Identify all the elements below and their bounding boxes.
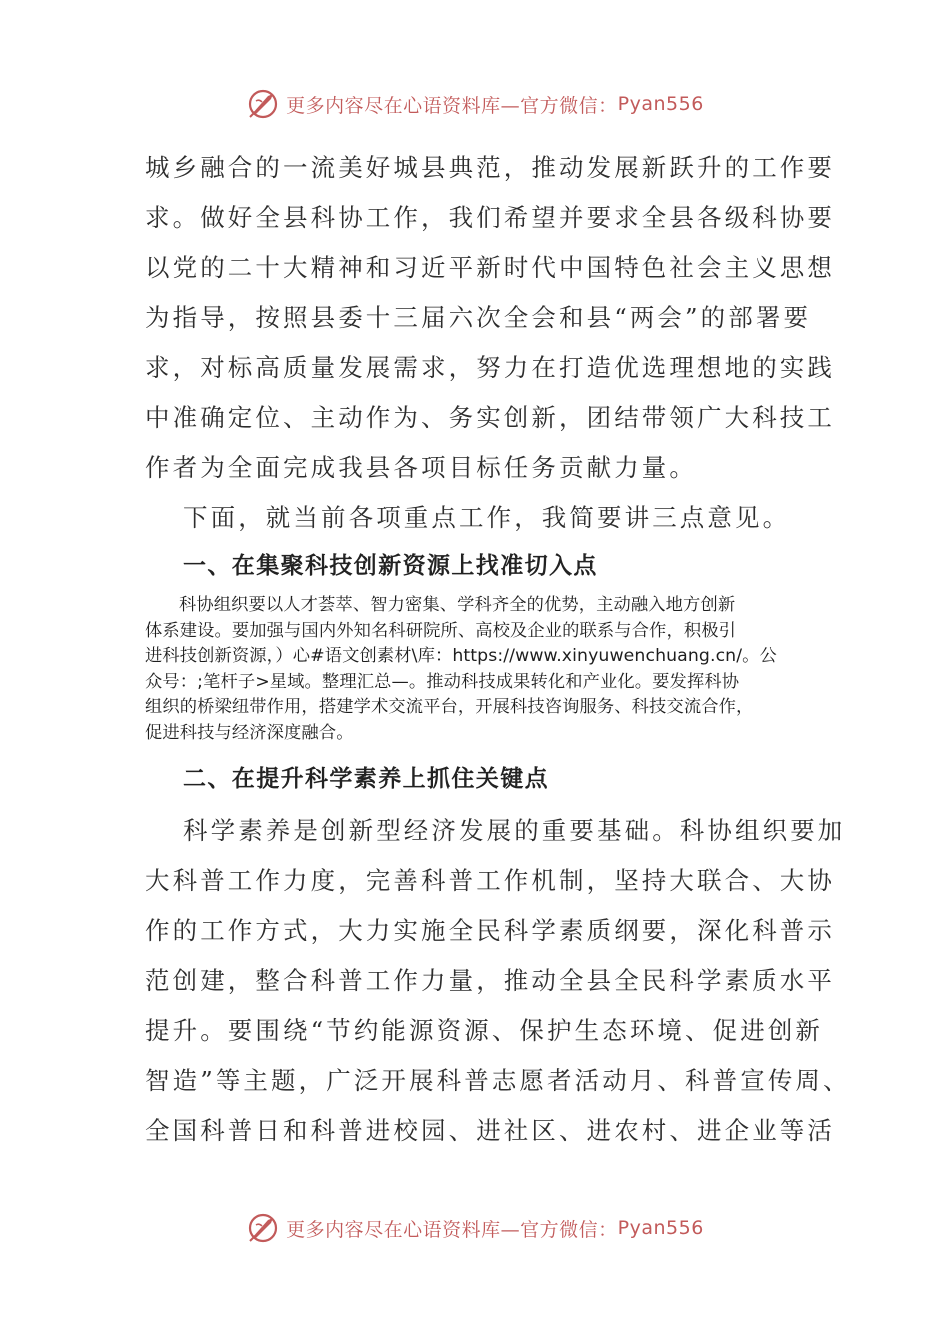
- small-text-line: 体系建设。要加强与国内外知名科研院所、高校及企业的联系与合作，积极引: [145, 620, 736, 641]
- paragraph-line: 作的工作方式，大力实施全民科学素质纲要，深化科普示: [145, 916, 835, 945]
- small-text-line: 促进科技与经济深度融合。: [145, 722, 354, 743]
- banner-text: 更多内容尽在心语资料库—官方微信：: [286, 1218, 618, 1241]
- paragraph-line: 大科普工作力度，完善科普工作机制，坚持大联合、大协: [145, 866, 835, 895]
- small-text-line: 众号：;笔杆子>星域。整理汇总—。推动科技成果转化和产业化。要发挥科协: [145, 671, 740, 692]
- small-text-block: [145, 593, 825, 746]
- paragraph-line: 科学素养是创新型经济发展的重要基础。科协组织要加: [183, 816, 846, 845]
- document-body: [145, 143, 851, 1156]
- paragraph-line: 提升。要围绕“节约能源资源、保护生态环境、促进创新: [145, 1016, 824, 1045]
- paragraph-line: 智造”等主题，广泛开展科普志愿者活动月、科普宣传周、: [145, 1066, 851, 1095]
- small-text-line: 组织的桥梁纽带作用，搭建学术交流平台，开展科技咨询服务、科技交流合作，: [145, 697, 754, 717]
- paragraph-line: 范创建，整合科普工作力量，推动全县全民科学素质水平: [145, 966, 835, 995]
- paragraph-3: [145, 806, 851, 1156]
- section-heading-2: 二、在提升科学素养上抓住关键点: [183, 766, 549, 792]
- paragraph-line: 以党的二十大精神和习近平新时代中国特色社会主义思想: [145, 253, 835, 282]
- paragraph-line: 求，对标高质量发展需求，努力在打造优选理想地的实践: [145, 353, 835, 382]
- paragraph-line: 中准确定位、主动作为、务实创新，团结带领广大科技工: [145, 403, 835, 432]
- paragraph-line: 作者为全面完成我县各项目标任务贡献力量。: [145, 453, 697, 482]
- quill-pen-logo-icon: [246, 87, 280, 121]
- paragraph-line: 全国科普日和科普进校园、进社区、进农村、进企业等活: [145, 1116, 835, 1145]
- paragraph-line: 求。做好全县科协工作，我们希望并要求全县各级科协要: [145, 203, 835, 232]
- section-heading-1: 一、在集聚科技创新资源上找准切入点: [183, 553, 598, 579]
- banner-text: 更多内容尽在心语资料库—官方微信：: [286, 94, 618, 117]
- small-text-line: 进科技创新资源，）心#语文创素材\库：https://www.xinyuwenchuang.cn/。公: [145, 646, 777, 666]
- banner-wechat-id: Pyan556: [617, 1217, 704, 1239]
- paragraph-line: 城乡融合的一流美好城县典范，推动发展新跃升的工作要: [145, 153, 835, 182]
- header-banner: [0, 84, 950, 124]
- banner-wechat-id: Pyan556: [617, 93, 704, 115]
- paragraph-line: 为指导，按照县委十三届六次全会和县“两会”的部署要: [145, 303, 812, 332]
- footer-banner: [0, 1208, 950, 1248]
- intro-paragraph: 下面，就当前各项重点工作，我简要讲三点意见。: [183, 503, 791, 532]
- quill-pen-logo-icon: [246, 1211, 280, 1245]
- small-text-line: 科协组织要以人才荟萃、智力密集、学科齐全的优势，主动融入地方创新: [179, 595, 736, 615]
